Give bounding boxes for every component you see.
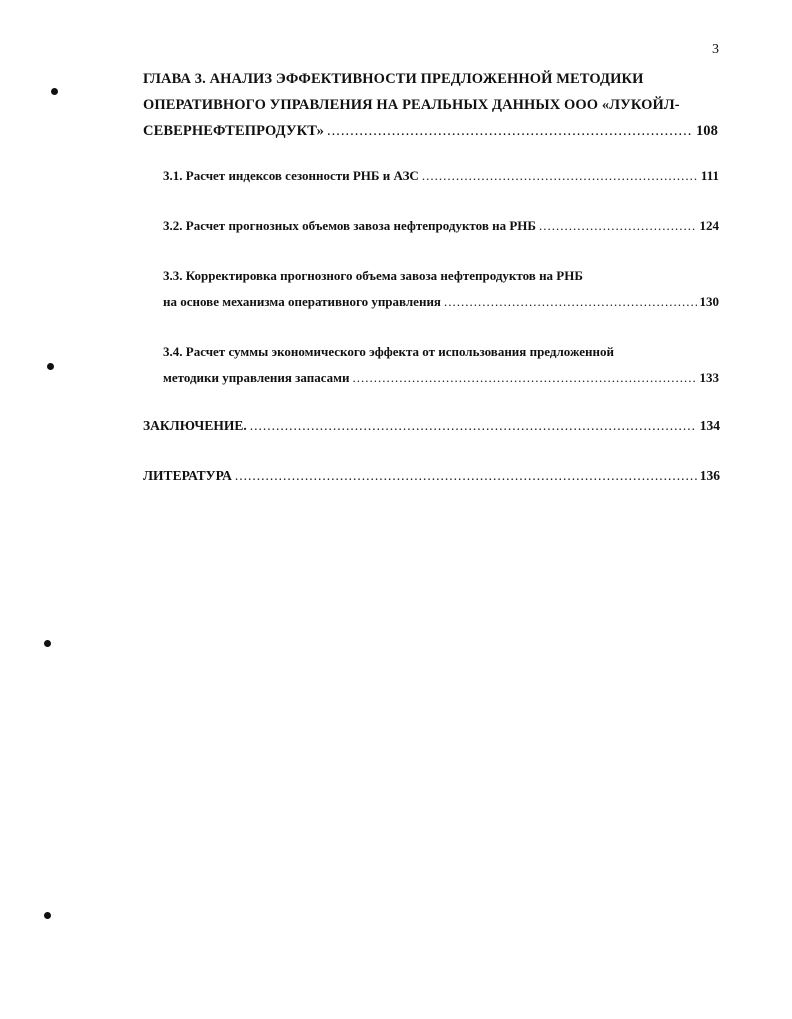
- dot-leader: [352, 365, 696, 391]
- toc-section-3-2[interactable]: [163, 213, 719, 239]
- binder-hole-mark: [44, 640, 51, 647]
- toc-page-number: 134: [699, 418, 720, 433]
- toc-literature-label: ЛИТЕРАТУРА: [143, 468, 232, 483]
- page-number: 3: [712, 42, 719, 57]
- binder-hole-mark: [44, 912, 51, 919]
- toc-section-title: 3.2. Расчет прогнозных объемов завоза нефтепродуктов на РНБ: [163, 218, 536, 233]
- toc-page-number: 124: [699, 218, 719, 233]
- toc-chapter-3-line-3: СЕВЕРНЕФТЕПРОДУКТ»: [143, 123, 324, 139]
- toc-section-3-4[interactable]: [163, 339, 719, 391]
- dot-leader: [250, 413, 697, 439]
- dot-leader: [235, 463, 697, 489]
- toc-page-number: 111: [700, 168, 719, 183]
- toc-chapter-3[interactable]: [143, 66, 718, 144]
- toc-chapter-3-line-2: ОПЕРАТИВНОГО УПРАВЛЕНИЯ НА РЕАЛЬНЫХ ДАННЫХ ООО «ЛУКОЙЛ-: [143, 97, 680, 113]
- toc-literature[interactable]: [143, 463, 720, 489]
- toc-page-number: 108: [695, 123, 718, 139]
- toc-section-3-3[interactable]: [163, 263, 719, 315]
- toc-chapter-3-line-1: ГЛАВА 3. АНАЛИЗ ЭФФЕКТИВНОСТИ ПРЕДЛОЖЕННОЙ МЕТОДИКИ: [143, 71, 644, 87]
- dot-leader: [422, 163, 698, 189]
- toc-page-number: 130: [699, 294, 719, 309]
- toc-conclusion[interactable]: [143, 413, 720, 439]
- toc-section-title-cont: методики управления запасами: [163, 370, 350, 385]
- toc-section-title: 3.4. Расчет суммы экономического эффекта от использования предложенной: [163, 344, 614, 359]
- dot-leader: [539, 213, 697, 239]
- binder-hole-mark: [47, 363, 54, 370]
- toc-section-3-1[interactable]: [163, 163, 719, 189]
- toc-section-title: 3.1. Расчет индексов сезонности РНБ и АЗС: [163, 168, 419, 183]
- toc-conclusion-label: ЗАКЛЮЧЕНИЕ.: [143, 418, 247, 433]
- dot-leader: [327, 118, 693, 144]
- binder-hole-mark: [51, 88, 58, 95]
- dot-leader: [444, 289, 697, 315]
- toc-section-title: 3.3. Корректировка прогнозного объема завоза нефтепродуктов на РНБ: [163, 268, 583, 283]
- toc-page-number: 136: [699, 468, 720, 483]
- toc-page-number: 133: [699, 370, 719, 385]
- toc-section-title-cont: на основе механизма оперативного управления: [163, 294, 441, 309]
